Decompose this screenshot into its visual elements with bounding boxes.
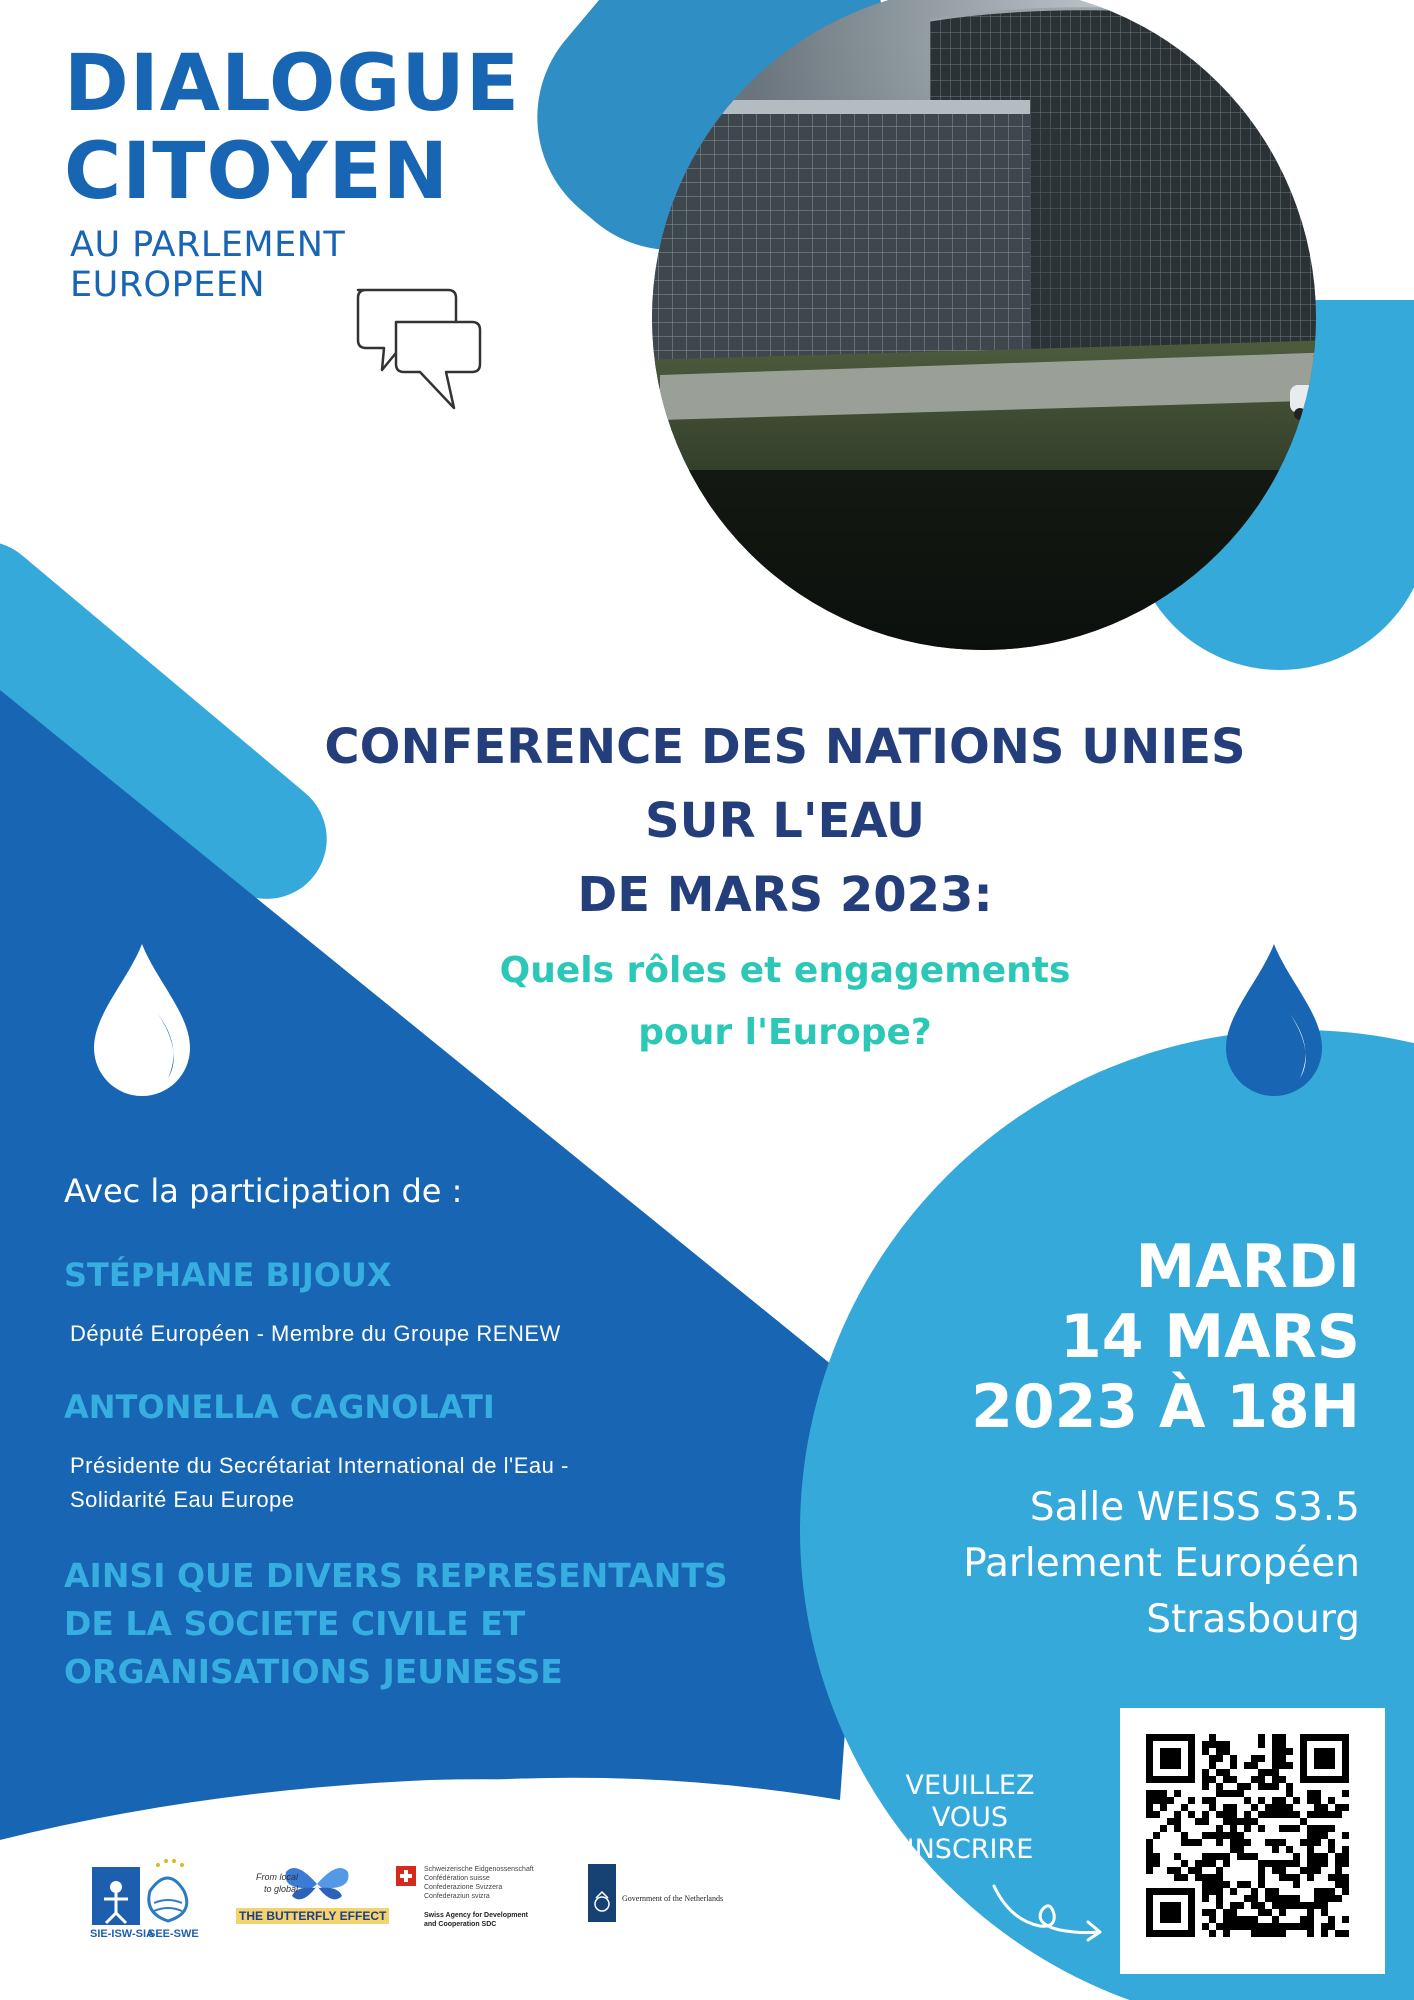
others-line1: AINSI QUE DIVERS REPRESENTANTS	[64, 1556, 728, 1595]
see-logo-label: SEE-SWE	[148, 1928, 199, 1940]
speaker-name: STÉPHANE BIJOUX	[64, 1256, 392, 1294]
venue-line2: Parlement Européen	[963, 1541, 1360, 1586]
speech-bubbles-icon	[350, 282, 485, 412]
qr-code-panel[interactable]	[1120, 1708, 1385, 1974]
speaker-role: Député Européen - Membre du Groupe RENEW	[70, 1321, 561, 1346]
question-line2: pour l'Europe?	[638, 1012, 932, 1053]
netherlands-logo-label: Government of the Netherlands	[622, 1894, 724, 1903]
event-date-line1: MARDI	[1135, 1232, 1360, 1302]
water-drop-icon	[88, 940, 196, 1100]
event-date-line3: 2023 À 18H	[971, 1372, 1360, 1442]
butterfly-small-line2: to global	[264, 1884, 299, 1894]
netherlands-emblem-icon	[588, 1864, 616, 1922]
swiss-line4: Confederaziun svizra	[424, 1893, 490, 1900]
participation-intro: Avec la participation de :	[64, 1172, 463, 1210]
swiss-line3: Confederazione Svizzera	[424, 1884, 503, 1891]
question-line1: Quels rôles et engagements	[499, 950, 1071, 991]
swiss-flag-icon	[396, 1866, 416, 1886]
water-drop-icon	[1220, 940, 1328, 1100]
speaker-name: ANTONELLA CAGNOLATI	[64, 1388, 495, 1426]
conference-title-line2: SUR L'EAU	[645, 793, 925, 849]
swiss-line6: and Cooperation SDC	[424, 1921, 497, 1928]
main-title-line2: CITOYEN	[64, 127, 450, 217]
others-line2: DE LA SOCIETE CIVILE ET	[64, 1604, 526, 1643]
subtitle-line2: EUROPEEN	[70, 265, 266, 305]
event-date-line2: 14 MARS	[1060, 1302, 1360, 1372]
conference-title-line3: DE MARS 2023:	[577, 867, 993, 923]
butterfly-small-line1: From local	[256, 1872, 299, 1882]
register-line3: INSCRIRE	[906, 1834, 1034, 1865]
conference-title-line1: CONFERENCE DES NATIONS UNIES	[324, 719, 1246, 775]
venue-line3: Strasbourg	[1146, 1597, 1360, 1642]
venue-line1: Salle WEISS S3.5	[1029, 1485, 1360, 1530]
swiss-line2: Confédération suisse	[424, 1875, 490, 1882]
subtitle-line1: AU PARLEMENT	[70, 225, 346, 265]
main-title-line1: DIALOGUE	[64, 39, 521, 129]
speaker-role: Solidarité Eau Europe	[70, 1487, 295, 1512]
speaker-role: Présidente du Secrétariat International de l'Eau -	[70, 1453, 569, 1478]
register-line2: VOUS	[931, 1802, 1009, 1833]
register-line1: VEUILLEZ	[905, 1770, 1035, 1801]
swiss-line1: Schweizerische Eidgenossenschaft	[424, 1866, 534, 1873]
others-line3: ORGANISATIONS JEUNESSE	[64, 1652, 563, 1691]
swiss-line5: Swiss Agency for Development	[424, 1912, 528, 1919]
qr-code[interactable]	[1120, 1708, 1385, 1974]
curly-arrow-icon	[990, 1880, 1110, 1950]
butterfly-logo-label: THE BUTTERFLY EFFECT	[236, 1908, 389, 1924]
sie-logo-label: SIE-ISW-SIA	[90, 1928, 154, 1940]
